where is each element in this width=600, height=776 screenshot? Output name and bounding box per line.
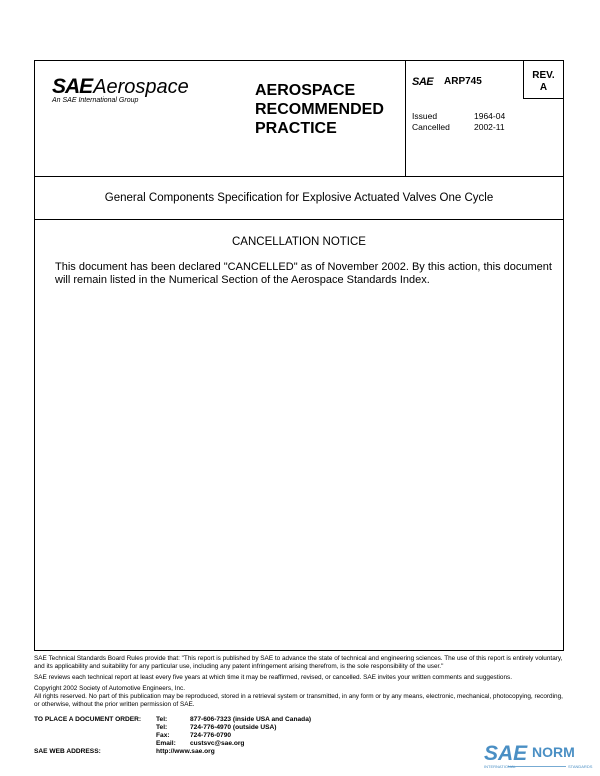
footer-paragraph: SAE Technical Standards Board Rules provide that: "This report is published by SAE to advance the state of technical and engineering sciences. The use of this report is entirely voluntary, and its applicability and suitability for any particular use, including any patent infringement arising therefrom, is the sole responsibility of the user." — [34, 655, 563, 670]
stamp-brand: SAE — [484, 742, 528, 765]
doc-title-row — [35, 176, 563, 220]
order-heading: TO PLACE A DOCUMENT ORDER: — [34, 716, 142, 723]
rev-value: A — [539, 82, 548, 93]
web-heading: SAE WEB ADDRESS: — [34, 748, 101, 755]
order-row — [34, 724, 311, 732]
doc-dates — [412, 111, 505, 133]
order-label: Tel: — [156, 716, 168, 723]
date-label: Issued — [412, 111, 438, 121]
doc-id-top — [406, 61, 524, 99]
logo-word: Aerospace — [93, 76, 189, 98]
web-address-row — [34, 748, 215, 755]
sae-aerospace-logo — [35, 61, 255, 176]
date-value: 2002-11 — [474, 122, 505, 132]
order-label: Tel: — [156, 724, 168, 731]
rev-label: REV. — [532, 70, 555, 81]
document-frame — [34, 60, 564, 651]
order-row — [34, 716, 311, 724]
footer-paragraph: Copyright 2002 Society of Automotive Engineers, Inc. — [34, 685, 185, 692]
order-email[interactable]: custsvc@sae.org — [190, 740, 245, 747]
date-value: 1964-04 — [474, 111, 506, 121]
doc-number: ARP745 — [444, 76, 482, 87]
doc-type-cell — [255, 61, 405, 176]
web-link[interactable]: http://www.sae.org — [156, 748, 215, 755]
logo-tagline: An SAE International Group — [52, 97, 139, 104]
order-info — [34, 716, 311, 748]
order-value: 724-776-4970 (outside USA) — [190, 724, 277, 731]
logo-brand: SAE — [52, 75, 93, 98]
date-row — [412, 122, 505, 133]
order-row — [34, 732, 311, 740]
stamp-right-small: STANDARDS — [568, 764, 593, 769]
order-value: 877-606-7323 (inside USA and Canada) — [190, 716, 312, 723]
doc-title: General Components Specification for Explosive Actuated Valves One Cycle — [104, 192, 494, 204]
sae-small-logo: SAE — [412, 76, 434, 88]
order-row — [34, 740, 311, 748]
order-label: Email: — [156, 740, 176, 747]
doc-id-cell — [405, 61, 525, 176]
notice-heading: CANCELLATION NOTICE — [232, 236, 366, 248]
revision-cell — [523, 61, 563, 99]
legal-footer — [34, 655, 566, 712]
stamp-word: NORM — [532, 744, 575, 760]
notice-text: This document has been declared "CANCELLED" as of November 2002. By this action, this document will remain listed in the Numerical Section of the Aerospace Standards Index. — [55, 261, 552, 286]
stamp-left-small: INTERNATIONAL — [484, 764, 516, 769]
footer-paragraph: All rights reserved. No part of this publication may be reproduced, stored in a retrieval system or transmitted, in any form or by any means, electronic, mechanical, photocopying, recording, or otherwise, without the prior written permission of SAE. — [34, 693, 563, 708]
sae-norm-stamp — [484, 740, 596, 770]
footer-paragraph: SAE reviews each technical report at least every five years at which time it may be reaffirmed, revised, or cancelled. SAE invites your written comments and suggestions. — [34, 674, 512, 681]
document-header — [35, 61, 563, 177]
order-value: 724-776-0790 — [190, 732, 232, 739]
date-row — [412, 111, 505, 122]
doc-type: AEROSPACE RECOMMENDED PRACTICE — [255, 82, 384, 137]
date-label: Cancelled — [412, 122, 450, 132]
order-label: Fax: — [156, 732, 170, 739]
